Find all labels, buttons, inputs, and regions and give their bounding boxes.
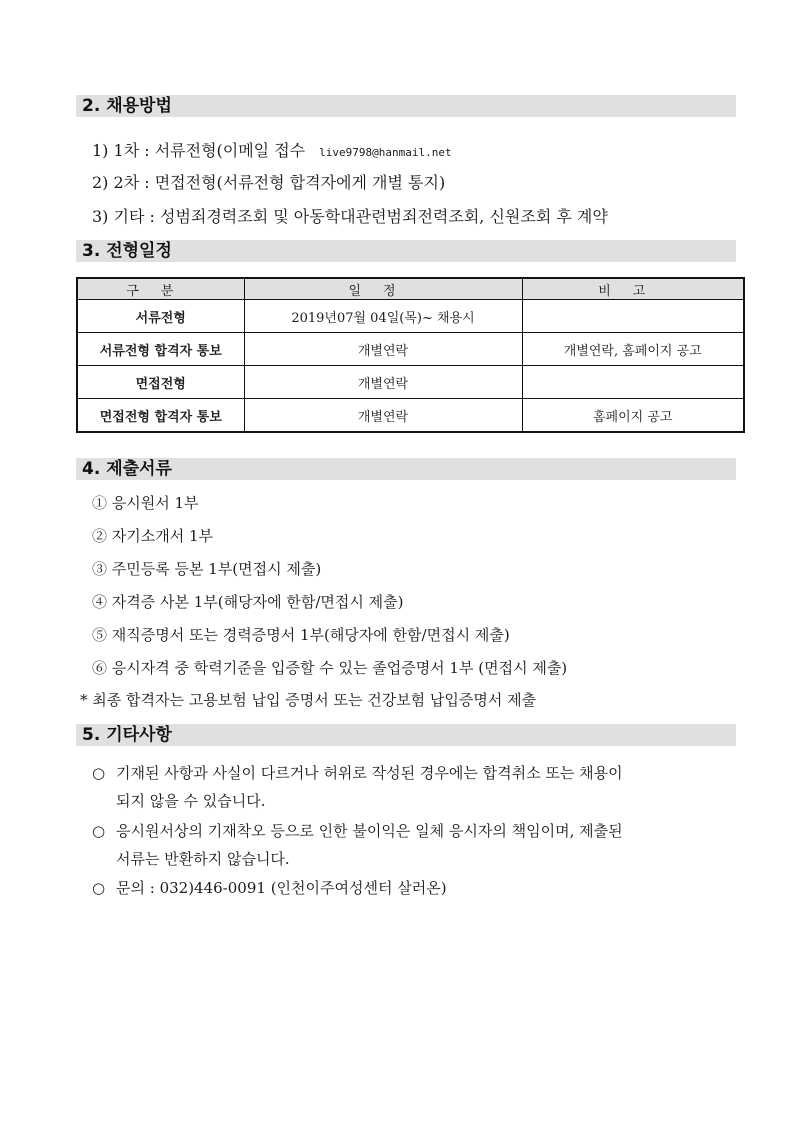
section-5-title: 5. 기타사항 [82,725,172,745]
stage-cell: 서류전형 [77,300,244,333]
recruit-step-1 [92,140,452,164]
stage-cell: 면접전형 [77,366,244,399]
note-cell: 홈페이지 공고 [522,399,744,433]
section-4-title: 4. 제출서류 [82,459,172,479]
section-2-title: 2. 채용방법 [82,96,172,116]
header-category: 구분 [77,278,244,300]
circle-bullet-icon: ○ [92,879,106,897]
document-item-3: ③ 주민등록 등본 1부(면접시 제출) [92,560,322,578]
notice-item-2-line1: 응시원서상의 기재착오 등으로 인한 불이익은 일체 응시자의 책임이며, 제출된 [116,822,623,840]
notice-item-1 [92,759,706,815]
table-row [77,333,744,366]
header-schedule: 일정 [244,278,522,300]
table-row [77,366,744,399]
section-3-header-bar [76,240,736,262]
document-item-5: ⑤ 재직증명서 또는 경력증명서 1부(해당자에 한함/면접시 제출) [92,626,510,644]
section-4-header-bar [76,458,736,480]
recruit-step-3: 3) 기타 : 성범죄경력조회 및 아동학대관련범죄전력조회, 신원조회 후 계약 [92,207,608,226]
section-2-header-bar [76,95,736,117]
recruit-step-1-text: 1) 1차 : 서류전형(이메일 접수 [92,141,306,160]
recruit-step-2: 2) 2차 : 면접전형(서류전형 합격자에게 개별 통지) [92,173,446,192]
contact-info: 문의 : 032)446-0091 (인천이주여성센터 살러온) [116,879,447,897]
schedule-header-row [77,278,744,300]
schedule-table [76,277,745,433]
notice-item-3 [92,874,706,902]
section-3-title: 3. 전형일정 [82,241,172,261]
date-cell: 개별연락 [244,333,522,366]
note-cell: 개별연락, 홈페이지 공고 [522,333,744,366]
date-cell: 개별연락 [244,399,522,433]
document-item-6: ⑥ 응시자격 중 학력기준을 입증할 수 있는 졸업증명서 1부 (면접시 제출) [92,659,568,677]
notice-item-1-line1: 기재된 사항과 사실이 다르거나 허위로 작성된 경우에는 합격취소 또는 채용이 [116,764,623,782]
date-cell: 2019년07월 04일(목)~ 채용시 [244,300,522,333]
document-item-4: ④ 자격증 사본 1부(해당자에 한함/면접시 제출) [92,593,404,611]
notice-item-2 [92,817,706,873]
document-item-2: ② 자기소개서 1부 [92,527,214,545]
date-cell: 개별연락 [244,366,522,399]
note-cell [522,300,744,333]
circle-bullet-icon: ○ [92,822,106,840]
stage-cell: 면접전형 합격자 통보 [77,399,244,433]
section-5-header-bar [76,724,736,746]
notice-item-1-line2: 되지 않을 수 있습니다. [116,792,266,810]
final-submission-note: * 최종 합격자는 고용보험 납입 증명서 또는 건강보험 납입증명서 제출 [80,691,537,709]
document-item-1: ① 응시원서 1부 [92,494,199,512]
circle-bullet-icon: ○ [92,764,106,782]
note-cell [522,366,744,399]
stage-cell: 서류전형 합격자 통보 [77,333,244,366]
table-row [77,399,744,433]
header-remarks: 비고 [522,278,744,300]
email-address: live9798@hanmail.net [319,146,452,159]
table-row [77,300,744,333]
notice-item-2-line2: 서류는 반환하지 않습니다. [116,850,290,868]
